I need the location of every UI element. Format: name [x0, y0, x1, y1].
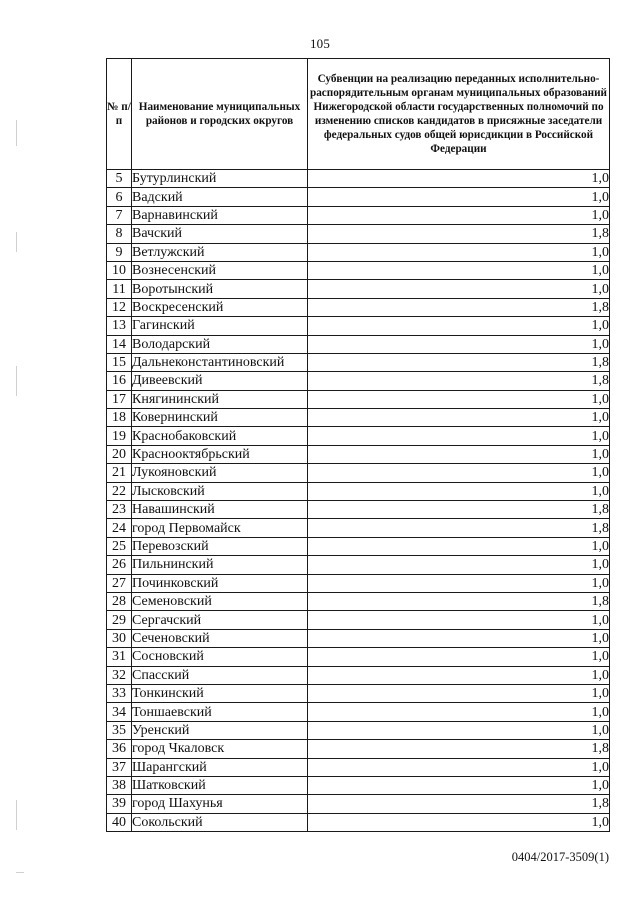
row-number-cell: 16 [107, 372, 132, 390]
table-row [107, 537, 610, 555]
table-row [107, 795, 610, 813]
table-row [107, 261, 610, 279]
municipality-name-cell: Лукояновский [132, 464, 308, 482]
municipality-name-cell: город Шахунья [132, 795, 308, 813]
row-number-cell: 37 [107, 758, 132, 776]
table-row [107, 482, 610, 500]
row-number-cell: 25 [107, 537, 132, 555]
row-number-cell: 12 [107, 298, 132, 316]
municipality-name-cell: Воротынский [132, 280, 308, 298]
municipality-name-cell: Тоншаевский [132, 703, 308, 721]
row-number-cell: 21 [107, 464, 132, 482]
subvention-value-cell: 1,8 [308, 592, 610, 610]
municipality-name-cell: Спасский [132, 666, 308, 684]
municipality-name-cell: Воскресенский [132, 298, 308, 316]
municipality-name-cell: Починковский [132, 574, 308, 592]
scan-artifact [16, 872, 24, 873]
subvention-value-cell: 1,0 [308, 445, 610, 463]
row-number-cell: 29 [107, 611, 132, 629]
municipality-name-cell: Уренский [132, 721, 308, 739]
row-number-cell: 36 [107, 740, 132, 758]
table-body [107, 170, 610, 832]
subvention-value-cell: 1,0 [308, 574, 610, 592]
subvention-value-cell: 1,0 [308, 317, 610, 335]
municipality-name-cell: Варнавинский [132, 206, 308, 224]
row-number-cell: 26 [107, 556, 132, 574]
table-row [107, 574, 610, 592]
row-number-cell: 5 [107, 170, 132, 188]
municipality-name-cell: Сосновский [132, 648, 308, 666]
municipality-name-cell: Дивеевский [132, 372, 308, 390]
header-row [107, 59, 610, 170]
municipality-name-cell: Ветлужский [132, 243, 308, 261]
subvention-value-cell: 1,8 [308, 740, 610, 758]
subvention-value-cell: 1,0 [308, 703, 610, 721]
row-number-cell: 31 [107, 648, 132, 666]
table-row [107, 556, 610, 574]
subvention-value-cell: 1,0 [308, 335, 610, 353]
table-row [107, 629, 610, 647]
table-header [107, 59, 610, 170]
subvention-value-cell: 1,8 [308, 501, 610, 519]
municipality-name-cell: Перевозский [132, 537, 308, 555]
row-number-cell: 38 [107, 776, 132, 794]
subvention-value-cell: 1,0 [308, 464, 610, 482]
subvention-value-cell: 1,0 [308, 409, 610, 427]
row-number-cell: 15 [107, 353, 132, 371]
municipality-name-cell: Краснооктябрьский [132, 445, 308, 463]
subvention-value-cell: 1,0 [308, 611, 610, 629]
table-row [107, 298, 610, 316]
subvention-value-cell: 1,0 [308, 684, 610, 702]
municipality-name-cell: Ковернинский [132, 409, 308, 427]
row-number-cell: 14 [107, 335, 132, 353]
table-row [107, 684, 610, 702]
table-row [107, 813, 610, 831]
subvention-value-cell: 1,0 [308, 813, 610, 831]
row-number-cell: 17 [107, 390, 132, 408]
subvention-value-cell: 1,8 [308, 353, 610, 371]
table-row [107, 206, 610, 224]
municipality-name-cell: Краснобаковский [132, 427, 308, 445]
table-row [107, 225, 610, 243]
table-row [107, 170, 610, 188]
table-row [107, 427, 610, 445]
subvention-value-cell: 1,0 [308, 666, 610, 684]
row-number-cell: 11 [107, 280, 132, 298]
row-number-cell: 9 [107, 243, 132, 261]
municipality-name-cell: Сергачский [132, 611, 308, 629]
table-row [107, 372, 610, 390]
row-number-cell: 20 [107, 445, 132, 463]
header-number: № п/п [107, 59, 132, 170]
table-row [107, 519, 610, 537]
municipality-name-cell: Лысковский [132, 482, 308, 500]
subvention-value-cell: 1,0 [308, 261, 610, 279]
row-number-cell: 23 [107, 501, 132, 519]
subvention-value-cell: 1,0 [308, 427, 610, 445]
municipality-name-cell: город Первомайск [132, 519, 308, 537]
subvention-value-cell: 1,0 [308, 482, 610, 500]
subvention-value-cell: 1,0 [308, 556, 610, 574]
document-code: 0404/2017-3509(1) [511, 850, 609, 864]
subvention-value-cell: 1,0 [308, 537, 610, 555]
row-number-cell: 22 [107, 482, 132, 500]
row-number-cell: 19 [107, 427, 132, 445]
municipality-name-cell: Тонкинский [132, 684, 308, 702]
municipality-name-cell: Вознесенский [132, 261, 308, 279]
municipality-name-cell: Вадский [132, 188, 308, 206]
subvention-value-cell: 1,0 [308, 188, 610, 206]
table-row [107, 464, 610, 482]
subvention-value-cell: 1,8 [308, 372, 610, 390]
scan-artifact [16, 232, 17, 252]
row-number-cell: 33 [107, 684, 132, 702]
subvention-value-cell: 1,0 [308, 758, 610, 776]
page-number: 105 [309, 36, 331, 51]
table-row [107, 280, 610, 298]
row-number-cell: 8 [107, 225, 132, 243]
municipality-name-cell: город Чкаловск [132, 740, 308, 758]
row-number-cell: 13 [107, 317, 132, 335]
row-number-cell: 7 [107, 206, 132, 224]
table-row [107, 409, 610, 427]
table-row [107, 243, 610, 261]
municipality-name-cell: Княгининский [132, 390, 308, 408]
table-row [107, 721, 610, 739]
municipality-name-cell: Шатковский [132, 776, 308, 794]
scan-artifact [16, 120, 17, 146]
subvention-value-cell: 1,8 [308, 225, 610, 243]
header-municipality: Наименование муниципальных районов и городских округов [132, 59, 308, 170]
row-number-cell: 34 [107, 703, 132, 721]
subvention-value-cell: 1,0 [308, 390, 610, 408]
table-row [107, 666, 610, 684]
row-number-cell: 28 [107, 592, 132, 610]
table-row [107, 740, 610, 758]
municipality-name-cell: Шарангский [132, 758, 308, 776]
municipality-name-cell: Навашинский [132, 501, 308, 519]
subvention-value-cell: 1,0 [308, 170, 610, 188]
table-row [107, 317, 610, 335]
row-number-cell: 27 [107, 574, 132, 592]
table-row [107, 445, 610, 463]
municipality-name-cell: Дальнеконстантиновский [132, 353, 308, 371]
municipality-name-cell: Сеченовский [132, 629, 308, 647]
table-row [107, 611, 610, 629]
table-row [107, 353, 610, 371]
table-row [107, 188, 610, 206]
municipality-name-cell: Семеновский [132, 592, 308, 610]
subvention-value-cell: 1,0 [308, 648, 610, 666]
table-row [107, 390, 610, 408]
subvention-value-cell: 1,8 [308, 298, 610, 316]
row-number-cell: 39 [107, 795, 132, 813]
municipality-name-cell: Гагинский [132, 317, 308, 335]
table-row [107, 776, 610, 794]
table-row [107, 758, 610, 776]
subvention-value-cell: 1,0 [308, 721, 610, 739]
row-number-cell: 32 [107, 666, 132, 684]
municipality-name-cell: Бутурлинский [132, 170, 308, 188]
row-number-cell: 10 [107, 261, 132, 279]
scan-artifact [16, 800, 17, 830]
table-row [107, 592, 610, 610]
subvention-value-cell: 1,0 [308, 206, 610, 224]
header-subvention: Субвенции на реализацию переданных исполнительно-распорядительным органам муниципальных образований Нижегородской области государственных полномочий по изменению списков кандидатов в присяжные заседатели федеральных судов общей юрисдикции в Российской Федерации [308, 59, 610, 170]
subvention-value-cell: 1,0 [308, 629, 610, 647]
scan-artifact [16, 366, 17, 396]
row-number-cell: 24 [107, 519, 132, 537]
row-number-cell: 6 [107, 188, 132, 206]
table-row [107, 501, 610, 519]
subvention-value-cell: 1,8 [308, 795, 610, 813]
municipality-name-cell: Сокольский [132, 813, 308, 831]
table-row [107, 703, 610, 721]
municipality-name-cell: Володарский [132, 335, 308, 353]
row-number-cell: 40 [107, 813, 132, 831]
municipality-name-cell: Пильнинский [132, 556, 308, 574]
subvention-value-cell: 1,0 [308, 243, 610, 261]
subvention-value-cell: 1,0 [308, 280, 610, 298]
municipality-name-cell: Вачский [132, 225, 308, 243]
row-number-cell: 35 [107, 721, 132, 739]
subvention-value-cell: 1,8 [308, 519, 610, 537]
row-number-cell: 18 [107, 409, 132, 427]
subvention-value-cell: 1,0 [308, 776, 610, 794]
subvention-table [106, 58, 610, 832]
table-row [107, 648, 610, 666]
row-number-cell: 30 [107, 629, 132, 647]
table-row [107, 335, 610, 353]
